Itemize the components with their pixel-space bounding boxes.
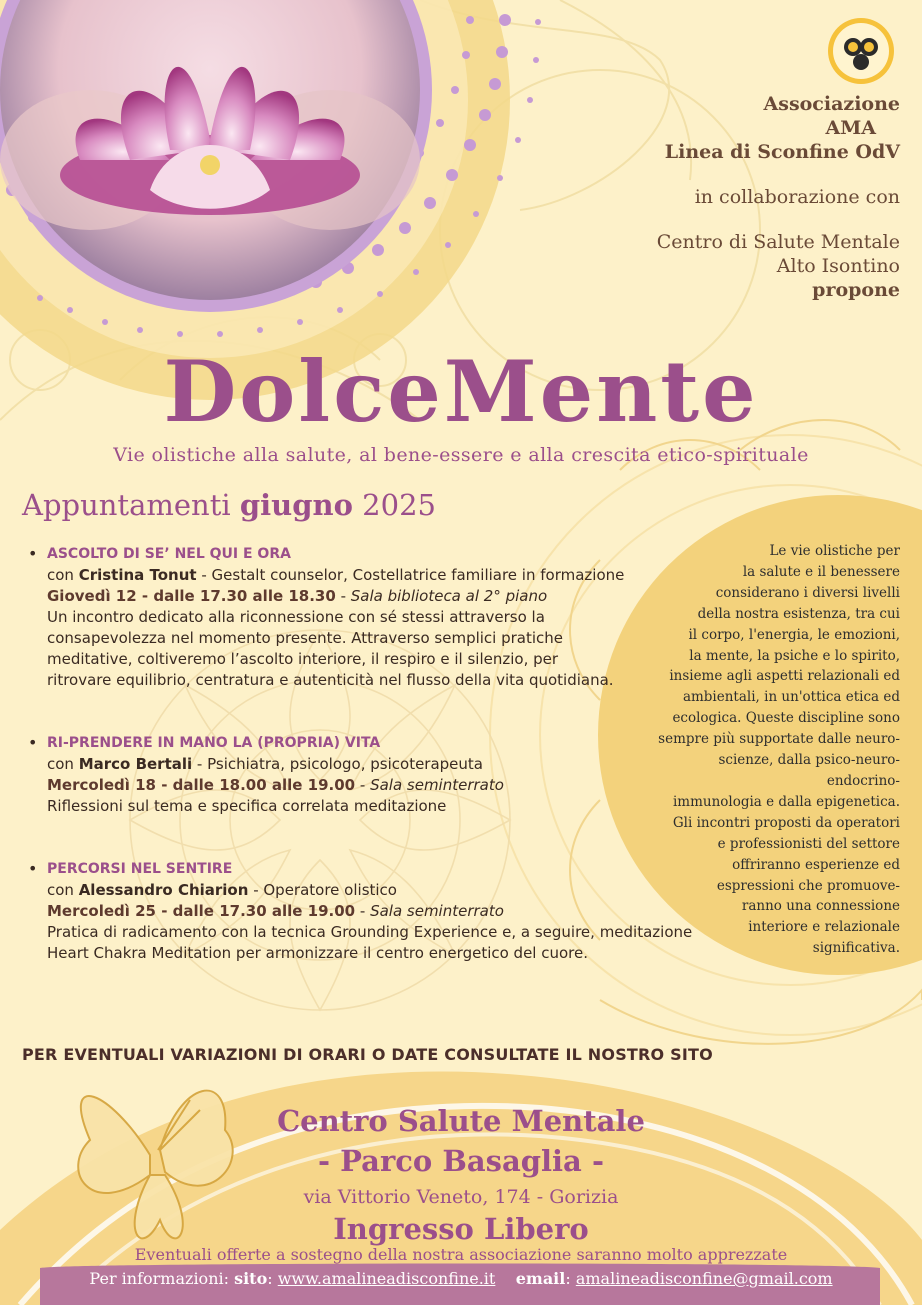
event-speaker: con Alessandro Chiarion - Operatore olistico — [47, 881, 397, 899]
bullet-icon: • — [28, 859, 38, 878]
event-item — [22, 544, 702, 691]
propone-text: propone — [812, 279, 900, 301]
side-text-line: insieme agli aspetti relazionali ed — [669, 668, 900, 685]
assoc-line-2: AMA — [825, 117, 876, 139]
association-name — [665, 92, 900, 164]
event-speaker: con Marco Bertali - Psichiatra, psicologo, psicoterapeuta — [47, 755, 483, 773]
page-title: DolceMente — [163, 342, 759, 441]
bullet-icon: • — [28, 733, 38, 752]
side-text-line: interiore e relazionale — [748, 919, 900, 936]
side-text-line: significativa. — [812, 940, 900, 957]
side-text-line: ambientali, in un'ottica etica ed — [682, 689, 900, 706]
centro-line-1: Centro di Salute Mentale — [656, 231, 900, 253]
event-description: Riflessioni sul tema e specifica correlata meditazione — [47, 797, 447, 815]
side-text-line: ecologica. Queste discipline sono — [672, 710, 900, 727]
free-entry: Ingresso Libero — [333, 1212, 589, 1246]
email-link[interactable]: amalineadisconfine@gmail.com — [575, 1269, 833, 1288]
contact-info: Per informazioni: sito: www.amalineadisconfine.it email: amalineadisconfine@gmail.com — [89, 1269, 833, 1288]
event-title: PERCORSI NEL SENTIRE — [47, 861, 233, 877]
side-text-line: sempre più supportate dalle neuro- — [658, 731, 900, 748]
event-title: RI-PRENDERE IN MANO LA (PROPRIA) VITA — [47, 735, 381, 751]
side-text-line: espressioni che promuove- — [716, 877, 900, 894]
side-description — [648, 541, 900, 959]
event-item — [22, 733, 702, 817]
donation-note: Eventuali offerte a sostegno della nostra associazione saranno molto apprezzate — [134, 1245, 788, 1264]
bullet-icon: • — [28, 544, 38, 563]
side-text-line: il corpo, l'energia, le emozioni, — [688, 626, 900, 643]
centro-line-2: Alto Isontino — [776, 255, 900, 277]
event-speaker: con Cristina Tonut - Gestalt counselor, Costellatrice familiare in formazione — [47, 566, 625, 584]
event-when: Mercoledì 25 - dalle 17.30 alle 19.00 - Sala seminterrato — [47, 902, 504, 920]
association-logo — [828, 18, 894, 84]
partner-center — [657, 230, 900, 302]
schedule-notice: PER EVENTUALI VARIAZIONI DI ORARI O DATE CONSULTATE IL NOSTRO SITO — [22, 1045, 713, 1064]
side-text-line: la salute e il benessere — [742, 563, 900, 580]
collaboration-text: in collaborazione con — [694, 186, 900, 208]
event-description: Pratica di radicamento con la tecnica Grounding Experience e, a seguire, meditazione Heart Chakra Meditation per armonizzare il centro energetico del cuore. — [47, 923, 693, 962]
month-heading: Appuntamenti giugno 2025 — [22, 488, 436, 522]
page-subtitle: Vie olistiche alla salute, al bene-essere e alla crescita etico-spirituale — [113, 444, 809, 466]
event-title: ASCOLTO DI SE’ NEL QUI E ORA — [47, 546, 291, 562]
event-when: Giovedì 12 - dalle 17.30 alle 18.30 - Sala biblioteca al 2° piano — [47, 587, 548, 605]
event-item — [22, 859, 702, 964]
side-text-line: ranno una connessione — [741, 898, 900, 915]
side-text-line: e professionisti del settore — [717, 835, 900, 852]
side-text-line: Le vie olistiche per — [769, 543, 900, 559]
event-when: Mercoledì 18 - dalle 18.00 alle 19.00 - Sala seminterrato — [47, 776, 504, 794]
side-text-line: la mente, la psiche e lo spirito, — [689, 647, 900, 664]
location-subname: - Parco Basaglia - — [318, 1144, 604, 1178]
side-text-line: della nostra esistenza, tra cui — [697, 605, 900, 622]
website-link[interactable]: www.amalineadisconfine.it — [277, 1269, 496, 1288]
location-address: via Vittorio Veneto, 174 - Gorizia — [303, 1186, 619, 1208]
side-text-line: scienze, dalla psico-neuro-endocrino- — [718, 752, 900, 789]
side-text-line: immunologia e dalla epigenetica. — [672, 793, 900, 810]
events-list — [22, 544, 702, 964]
assoc-line-3: Linea di Sconfine OdV — [664, 141, 900, 163]
side-text-line: Gli incontri proposti da operatori — [672, 814, 900, 831]
location-name: Centro Salute Mentale — [277, 1104, 645, 1138]
side-text-line: considerano i diversi livelli — [715, 584, 900, 601]
assoc-line-1: Associazione — [763, 93, 900, 115]
side-text-line: offriranno esperienze ed — [732, 856, 900, 873]
event-description: Un incontro dedicato alla riconnessione con sé stessi attraverso la consapevolezza nel momento presente. Attraverso semplici pratiche meditative, coltiveremo l’ascolto interiore, il respiro e il silenzio, per ritrovare equilibrio, centratura e autenticità nel flusso della vita quotidiana. — [47, 608, 614, 689]
